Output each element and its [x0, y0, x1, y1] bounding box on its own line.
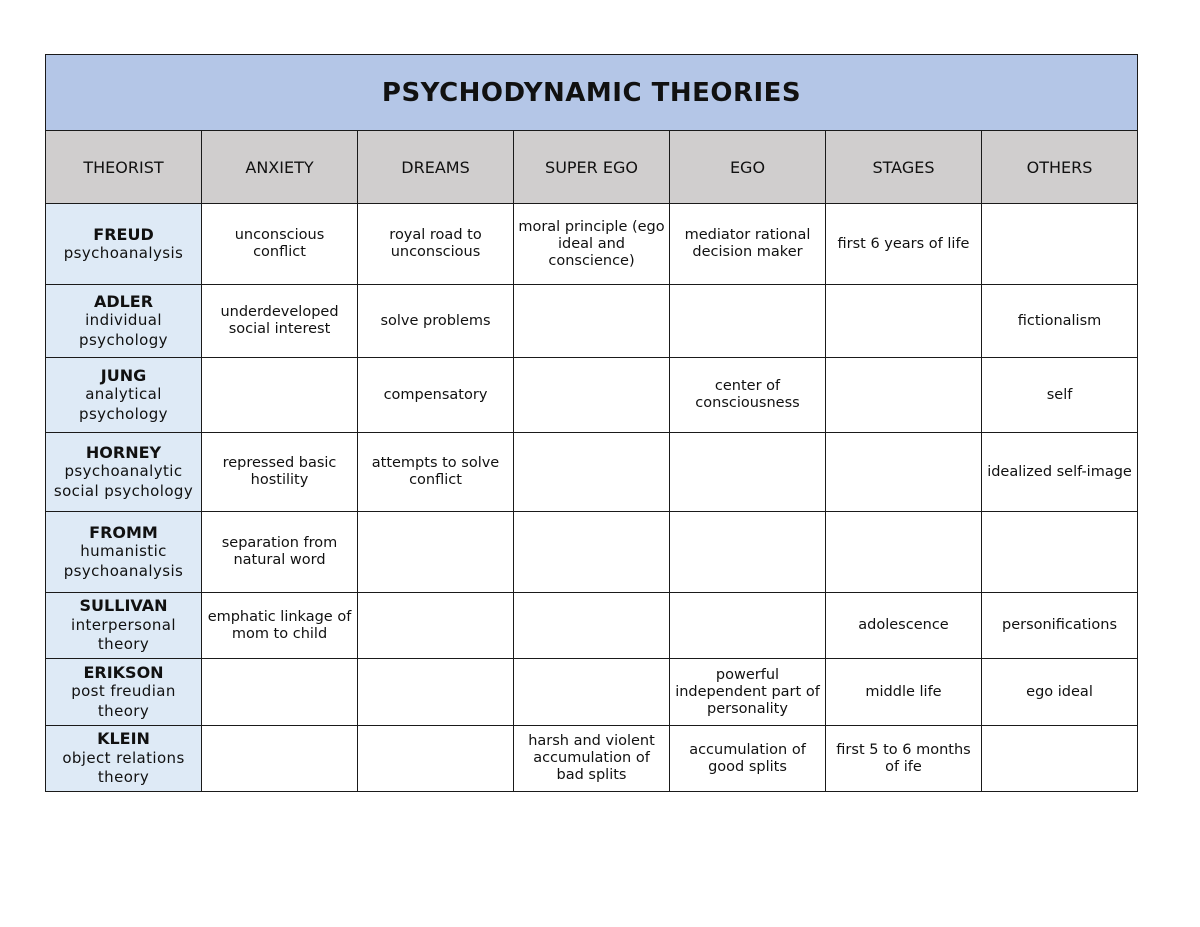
ego-cell [670, 512, 826, 593]
anxiety-cell [202, 659, 358, 726]
dreams-cell [358, 204, 514, 285]
ego-text: mediator rational decision maker [684, 227, 811, 260]
others-text: self [1046, 386, 1073, 403]
ego-text: powerful independent part of personality [675, 666, 820, 717]
super-ego-cell [514, 726, 670, 792]
anxiety-text: separation from natural word [221, 535, 338, 568]
theorist-theory: psychoanalysis [63, 244, 184, 262]
title-row [46, 55, 1138, 131]
stages-cell [826, 512, 982, 593]
stages-text: first 5 to 6 months of ife [836, 741, 971, 775]
others-text: personifications [1001, 617, 1118, 633]
stages-cell [826, 285, 982, 358]
theorist-name: KLEIN [97, 729, 150, 749]
table-row [46, 512, 1138, 593]
ego-cell [670, 285, 826, 358]
anxiety-cell [202, 512, 358, 593]
dreams-cell [358, 358, 514, 433]
column-header-theorist: THEORIST [46, 131, 202, 204]
stages-cell [826, 204, 982, 285]
others-cell [982, 204, 1138, 285]
anxiety-cell [202, 726, 358, 792]
stages-cell [826, 593, 982, 659]
theorist-theory: psychoanalytic social psychology [53, 462, 194, 500]
dreams-text: royal road to unconscious [389, 227, 482, 260]
ego-cell [670, 593, 826, 659]
others-cell [982, 285, 1138, 358]
column-header-anxiety: ANXIETY [202, 131, 358, 204]
theories-sheet [45, 54, 1137, 792]
theorist-cell [46, 204, 202, 285]
stages-text: adolescence [858, 617, 949, 633]
ego-text: center of consciousness [695, 378, 800, 411]
ego-cell [670, 358, 826, 433]
dreams-cell [358, 726, 514, 792]
theorist-name: JUNG [100, 365, 147, 385]
table-title: PSYCHODYNAMIC THEORIES [46, 55, 1138, 131]
dreams-text: solve problems [380, 312, 491, 329]
super-ego-text: moral principle (ego ideal and conscience) [518, 218, 665, 269]
others-cell [982, 726, 1138, 792]
theorist-name: ADLER [93, 291, 154, 311]
ego-cell [670, 659, 826, 726]
column-header-stages: STAGES [826, 131, 982, 204]
ego-cell [670, 433, 826, 512]
others-text: ego ideal [1026, 683, 1093, 700]
dreams-cell [358, 593, 514, 659]
stages-text: first 6 years of life [837, 235, 970, 252]
stages-cell [826, 659, 982, 726]
theorist-cell [46, 659, 202, 726]
theorist-theory: analytical psychology [79, 385, 168, 423]
theorist-name: SULLIVAN [79, 596, 168, 616]
stages-cell [826, 358, 982, 433]
column-header-ego: EGO [670, 131, 826, 204]
dreams-cell [358, 659, 514, 726]
super-ego-cell [514, 204, 670, 285]
theorist-cell [46, 726, 202, 792]
others-cell [982, 358, 1138, 433]
column-header-dreams: DREAMS [358, 131, 514, 204]
theorist-theory: post freudian theory [71, 682, 176, 720]
dreams-text: compensatory [383, 386, 488, 403]
anxiety-cell [202, 358, 358, 433]
dreams-cell [358, 512, 514, 593]
theorist-cell [46, 512, 202, 593]
table-row [46, 204, 1138, 285]
theorist-name: FROMM [89, 522, 158, 542]
anxiety-text: repressed basic hostility [222, 455, 337, 488]
anxiety-text: unconscious conflict [234, 227, 325, 260]
anxiety-cell [202, 204, 358, 285]
super-ego-cell [514, 659, 670, 726]
super-ego-cell [514, 358, 670, 433]
super-ego-cell [514, 433, 670, 512]
theorist-name: HORNEY [85, 442, 162, 462]
table-row [46, 285, 1138, 358]
theorist-theory: humanistic psychoanalysis [63, 542, 184, 580]
theorist-theory: interpersonal theory [71, 615, 176, 654]
table-body [46, 204, 1138, 792]
theorist-theory: individual psychology [79, 311, 168, 349]
stages-text: middle life [865, 683, 942, 700]
anxiety-cell [202, 593, 358, 659]
theories-table [45, 54, 1138, 792]
theorist-name: FREUD [93, 224, 154, 244]
ego-text: accumulation of good splits [689, 741, 806, 775]
table-row [46, 726, 1138, 792]
table-row [46, 659, 1138, 726]
column-header-super-ego: SUPER EGO [514, 131, 670, 204]
dreams-text: attempts to solve conflict [371, 455, 500, 488]
anxiety-cell [202, 285, 358, 358]
dreams-cell [358, 433, 514, 512]
table-row [46, 433, 1138, 512]
theorist-theory: object relations theory [62, 748, 185, 787]
super-ego-text: harsh and violent accumulation of bad splits [528, 733, 655, 783]
super-ego-cell [514, 285, 670, 358]
header-row [46, 131, 1138, 204]
super-ego-cell [514, 593, 670, 659]
theorist-name: ERIKSON [83, 662, 164, 682]
others-cell [982, 433, 1138, 512]
others-cell [982, 512, 1138, 593]
ego-cell [670, 204, 826, 285]
theorist-cell [46, 358, 202, 433]
stages-cell [826, 433, 982, 512]
table-row [46, 358, 1138, 433]
column-header-others: OTHERS [982, 131, 1138, 204]
anxiety-cell [202, 433, 358, 512]
others-cell [982, 593, 1138, 659]
theorist-cell [46, 593, 202, 659]
anxiety-text: emphatic linkage of mom to child [207, 608, 352, 642]
table-row [46, 593, 1138, 659]
stages-cell [826, 726, 982, 792]
ego-cell [670, 726, 826, 792]
dreams-cell [358, 285, 514, 358]
super-ego-cell [514, 512, 670, 593]
theorist-cell [46, 433, 202, 512]
others-text: idealized self-image [987, 463, 1132, 480]
anxiety-text: underdeveloped social interest [220, 304, 339, 337]
theorist-cell [46, 285, 202, 358]
others-text: fictionalism [1017, 312, 1102, 329]
others-cell [982, 659, 1138, 726]
